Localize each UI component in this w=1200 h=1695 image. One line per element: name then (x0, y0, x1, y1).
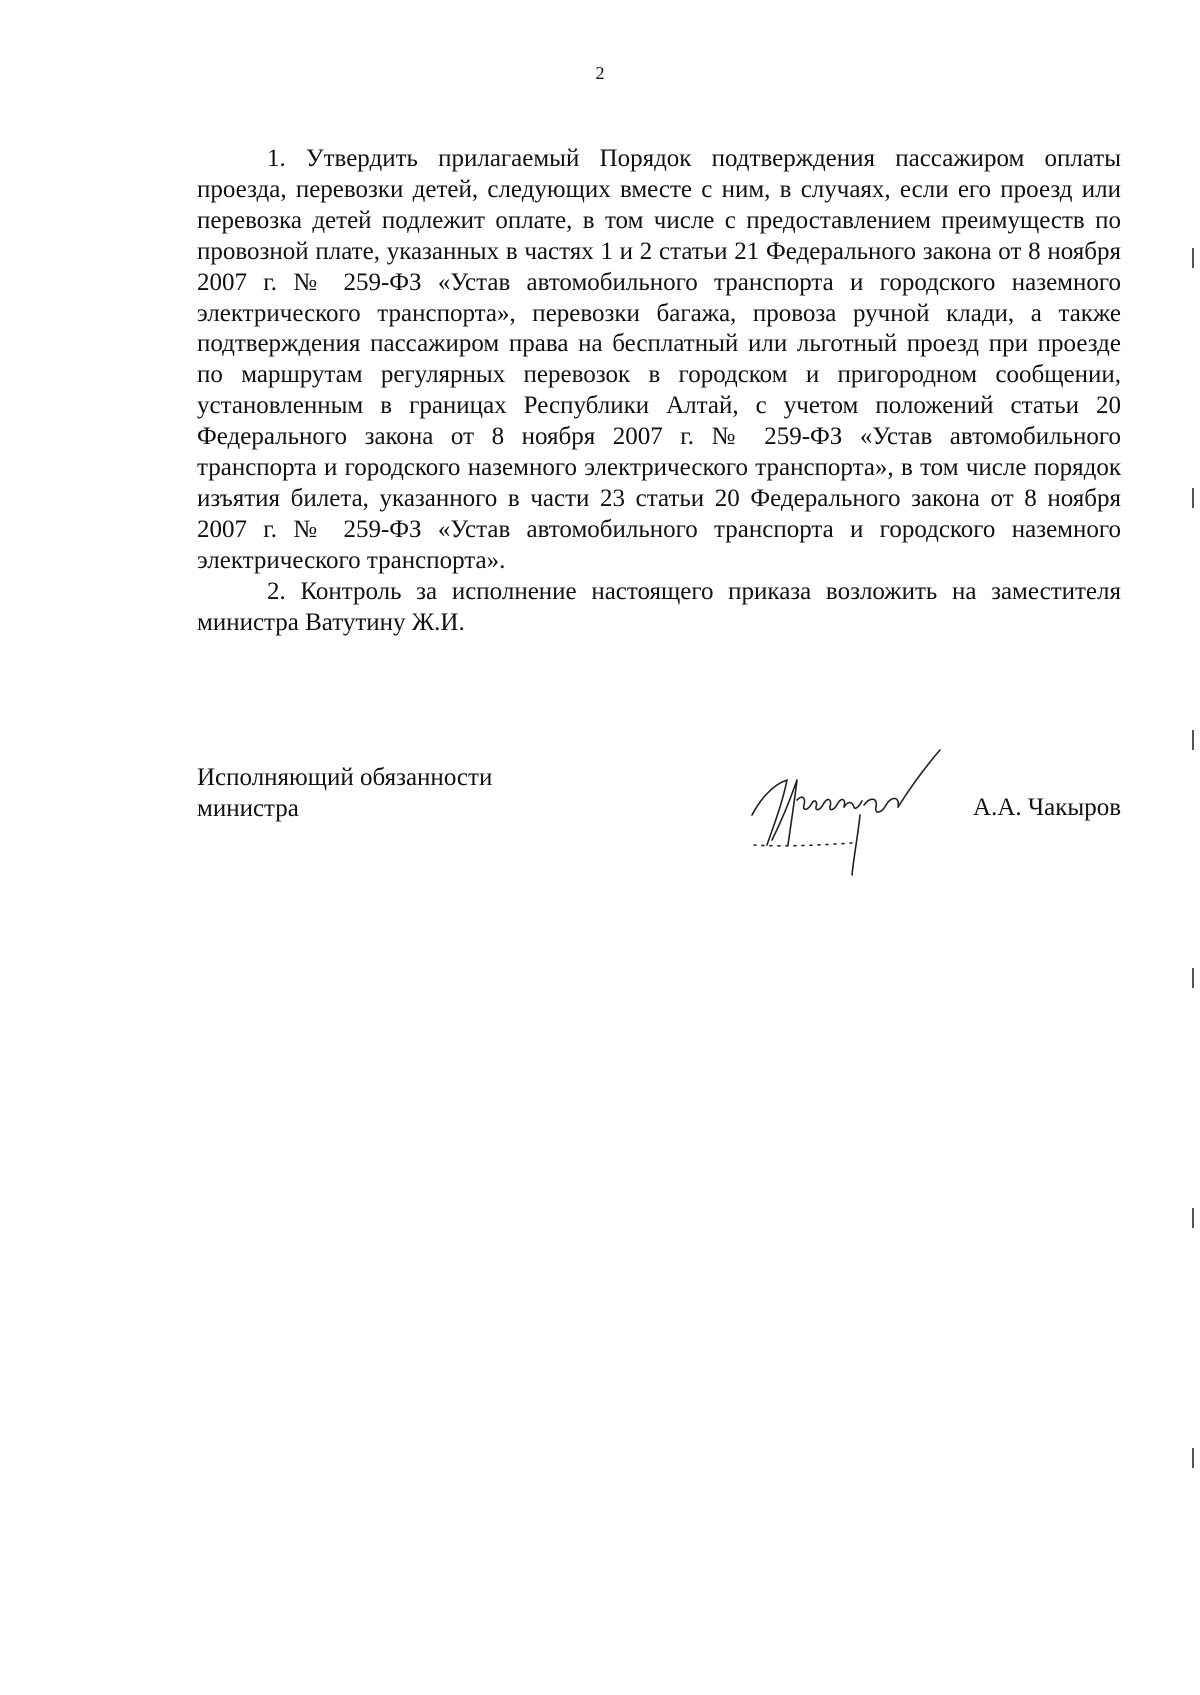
paragraph-1: 1. Утвердить прилагаемый Порядок подтверждения пассажиром оплаты проезда, перевозки детей, следующих вместе с ним, в случаях, если его проезд или перевозка детей подлежит оплате, в том числе с предоставлением преимуществ по провозной плате, указанных в частях 1 и 2 статьи 21 Федерального закона от 8 ноября 2007 г. № 259-ФЗ «Устав автомобильного транспорта и городского наземного электрического транспорта», перевозки багажа, провоза ручной клади, а также подтверждения пассажиром права на бесплатный или льготный проезд при проезде по маршрутам регулярных перевозок в городском и пригородном сообщении, установленным в границах Республики Алтай, с учетом положений статьи 20 Федерального закона от 8 ноября 2007 г. № 259-ФЗ «Устав автомобильного транспорта и городского наземного электрического транспорта», в том числе порядок изъятия билета, указанного в части 23 статьи 20 Федерального закона от 8 ноября 2007 г. № 259-ФЗ «Устав автомобильного транспорта и городского наземного электрического транспорта». (197, 145, 1121, 574)
paragraph-2: 2. Контроль за исполнение настоящего приказа возложить на заместителя министра Ватутину Ж.И. (197, 577, 1121, 636)
scan-artifact (1192, 1448, 1194, 1468)
signer-title (197, 763, 492, 825)
signer-title-line-1: Исполняющий обязанности (197, 764, 493, 791)
signature-block (197, 763, 1121, 883)
document-body (197, 144, 1121, 639)
scan-artifact (1192, 968, 1194, 988)
scan-artifact (1192, 730, 1194, 750)
scan-artifact (1192, 488, 1194, 508)
signer-name: А.А. Чакыров (973, 794, 1121, 821)
handwritten-signature-icon (742, 745, 982, 895)
scan-artifact (1192, 1208, 1194, 1228)
signer-title-line-2: министра (197, 794, 299, 822)
scan-artifact (1192, 248, 1194, 268)
page-number: 2 (595, 63, 605, 83)
